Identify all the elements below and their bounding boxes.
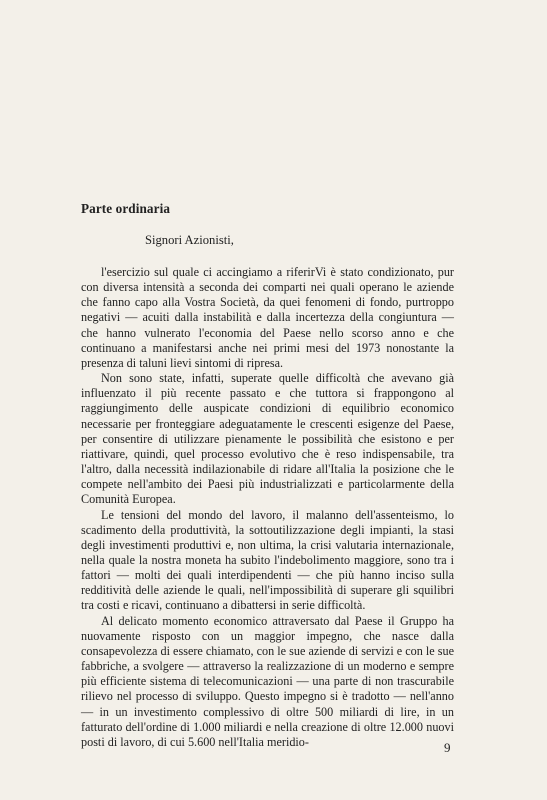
paragraph: Al delicato momento economico attraversato dal Paese il Gruppo ha nuovamente risposto con un maggior impegno, che nasce dalla consapevolezza di essere chiamato, con le sue aziende di servizi e con le sue fabbriche, a svolgere — attraverso la realizzazione di un moderno e sempre più efficiente sistema di telecomunicazioni — una parte di non trascurabile rilievo nel processo di sviluppo. Questo impegno si è tradotto — nell'anno — in un investimento complessivo di oltre 500 miliardi di lire, in un fatturato dell'ordine di 1.000 miliardi e nella creazione di oltre 12.000 nuovi posti di lavoro, di cui 5.600 nell'Italia meridio-	[81, 613, 454, 749]
salutation: Signori Azionisti,	[145, 233, 234, 247]
section-title: Parte ordinaria	[81, 201, 171, 216]
body-text	[81, 265, 454, 750]
page-number: 9	[444, 740, 451, 755]
paragraph: Le tensioni del mondo del lavoro, il malanno dell'assenteismo, lo scadimento della produttività, la sottoutilizzazione degli impianti, la stasi degli investimenti produttivi e, non ultima, la crisi valutaria internazionale, nella quale la nostra moneta ha subito l'indebolimento maggiore, sono tra i fattori — molti dei quali interdipendenti — che più hanno inciso sulla redditività delle aziende le quali, nell'impossibilità di superare gli squilibri tra costi e ricavi, continuano a dibattersi in serie difficoltà.	[81, 507, 454, 613]
paragraph: Non sono state, infatti, superate quelle difficoltà che avevano già influenzato il più recente passato e che tuttora si frappongono al raggiungimento delle auspicate condizioni di equilibrio economico necessarie per fronteggiare adeguatamente le crescenti esigenze del Paese, per consentire di utilizzare pienamente le possibilità che esistono e per riattivare, quindi, quel processo evolutivo che è reso indispensabile, tra l'altro, dalla necessità indilazionabile di ridare all'Italia la posizione che le compete nell'ambito dei Paesi più industrializzati e particolarmente della Comunità Europea.	[81, 371, 454, 507]
paragraph: l'esercizio sul quale ci accingiamo a riferirVi è stato condizionato, pur con diversa intensità a seconda dei comparti nei quali operano le aziende che fanno capo alla Vostra Società, da quei fenomeni di fondo, purtroppo negativi — acuiti dalla instabilità e dalla incertezza della congiuntura — che hanno vulnerato l'economia del Paese nello scorso anno e che continuano a manifestarsi anche nei primi mesi del 1973 nonostante la presenza di taluni lievi sintomi di ripresa.	[81, 265, 454, 370]
